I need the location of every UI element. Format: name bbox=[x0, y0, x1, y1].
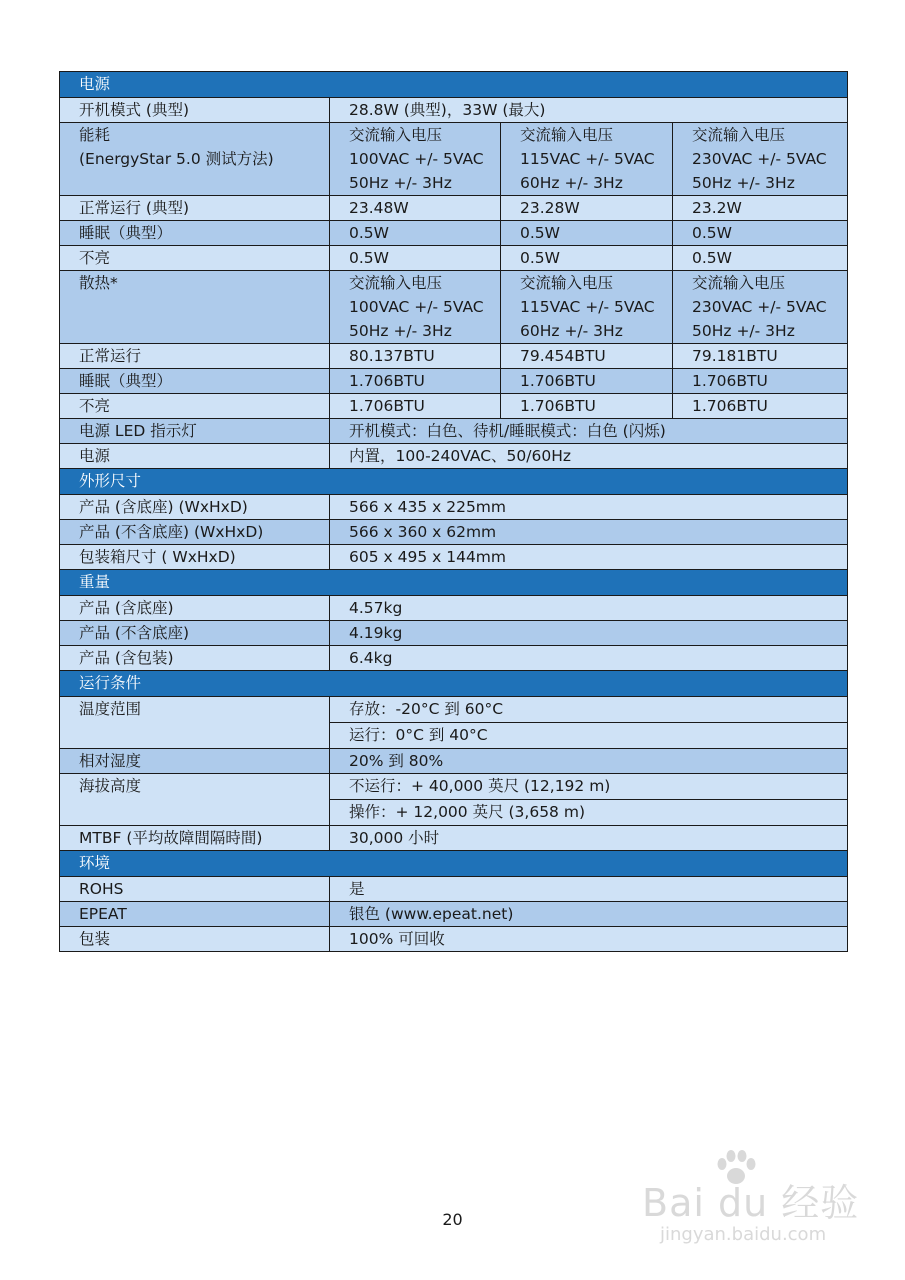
spec-table-body bbox=[60, 72, 848, 952]
watermark-url: jingyan.baidu.com bbox=[660, 1224, 827, 1245]
spec-label bbox=[60, 221, 330, 246]
spec-value bbox=[330, 495, 848, 520]
spec-value bbox=[330, 927, 848, 952]
spec-value-line: 0.5W bbox=[520, 249, 560, 267]
spec-value-line: 交流输入电压 bbox=[349, 274, 443, 292]
spec-row bbox=[60, 877, 848, 902]
spec-label bbox=[60, 344, 330, 369]
spec-label bbox=[60, 98, 330, 123]
spec-value bbox=[330, 520, 848, 545]
spec-row bbox=[60, 749, 848, 774]
spec-value-line: 50Hz +/- 3Hz bbox=[349, 322, 452, 340]
spec-value bbox=[330, 123, 501, 196]
spec-value bbox=[673, 196, 848, 221]
spec-value bbox=[501, 221, 673, 246]
spec-value-line: 1.706BTU bbox=[692, 372, 768, 390]
spec-value-line: 566 x 435 x 225mm bbox=[349, 498, 507, 516]
spec-label-line: 不亮 bbox=[79, 397, 111, 415]
spec-value-line: 230VAC +/- 5VAC bbox=[692, 298, 827, 316]
spec-value-line: 交流输入电压 bbox=[520, 126, 614, 144]
spec-value bbox=[330, 444, 848, 469]
spec-value-line: 23.28W bbox=[520, 199, 580, 217]
spec-label-line: 睡眠（典型） bbox=[79, 224, 173, 242]
spec-row bbox=[60, 902, 848, 927]
spec-value bbox=[330, 394, 501, 419]
spec-row bbox=[60, 246, 848, 271]
spec-row bbox=[60, 369, 848, 394]
spec-label bbox=[60, 545, 330, 570]
spec-value-line: 6.4kg bbox=[349, 649, 393, 667]
spec-label-line: 电源 LED 指示灯 bbox=[79, 422, 197, 440]
spec-row bbox=[60, 419, 848, 444]
spec-value bbox=[673, 394, 848, 419]
spec-row bbox=[60, 646, 848, 671]
spec-value bbox=[673, 271, 848, 344]
spec-label-line: 正常运行 bbox=[79, 347, 142, 365]
spec-label bbox=[60, 902, 330, 927]
spec-label bbox=[60, 369, 330, 394]
spec-row bbox=[60, 927, 848, 952]
spec-value bbox=[501, 246, 673, 271]
spec-value-line: 内置，100-240VAC、50/60Hz bbox=[349, 447, 571, 465]
spec-label-line: 包装箱尺寸 ( WxHxD) bbox=[79, 548, 236, 566]
spec-label-line bbox=[79, 295, 329, 319]
spec-label bbox=[60, 196, 330, 221]
spec-label bbox=[60, 646, 330, 671]
spec-row bbox=[60, 98, 848, 123]
spec-value bbox=[330, 369, 501, 394]
spec-value-line: 230VAC +/- 5VAC bbox=[692, 150, 827, 168]
spec-value: 操作：+ 12,000 英尺 (3,658 m) bbox=[330, 800, 848, 826]
spec-row bbox=[60, 774, 848, 800]
spec-row bbox=[60, 196, 848, 221]
spec-value-line: 50Hz +/- 3Hz bbox=[349, 174, 452, 192]
spec-value-line: 1.706BTU bbox=[520, 397, 596, 415]
spec-value-line: 1.706BTU bbox=[520, 372, 596, 390]
spec-label bbox=[60, 419, 330, 444]
section-header-row bbox=[60, 671, 848, 697]
spec-label-line: 产品 (含底座) bbox=[79, 599, 174, 617]
spec-label bbox=[60, 271, 330, 344]
baidu-jingyan-watermark bbox=[642, 1150, 862, 1250]
spec-label-line: 相对湿度 bbox=[79, 752, 142, 770]
section-title: 环境 bbox=[60, 851, 848, 877]
spec-value-line: 23.48W bbox=[349, 199, 409, 217]
spec-label-line: 不亮 bbox=[79, 249, 111, 267]
spec-value-line: 100% 可回收 bbox=[349, 930, 445, 948]
spec-value-line: 28.8W (典型)，33W (最大) bbox=[349, 101, 546, 119]
spec-value-line: 23.2W bbox=[692, 199, 742, 217]
spec-value bbox=[330, 271, 501, 344]
spec-value-line: 79.454BTU bbox=[520, 347, 606, 365]
spec-value bbox=[330, 221, 501, 246]
spec-label bbox=[60, 246, 330, 271]
spec-value bbox=[501, 369, 673, 394]
spec-label-line: 包装 bbox=[79, 930, 111, 948]
spec-value-line: 80.137BTU bbox=[349, 347, 435, 365]
spec-label bbox=[60, 596, 330, 621]
spec-value bbox=[673, 344, 848, 369]
spec-value bbox=[330, 246, 501, 271]
spec-label: 温度范围 bbox=[60, 697, 330, 749]
spec-value bbox=[330, 902, 848, 927]
spec-value-line: 60Hz +/- 3Hz bbox=[520, 322, 623, 340]
spec-value bbox=[673, 369, 848, 394]
spec-value-line: 交流输入电压 bbox=[520, 274, 614, 292]
spec-label-line: 产品 (不含底座) (WxHxD) bbox=[79, 523, 264, 541]
page-number: 20 bbox=[442, 1210, 463, 1229]
spec-value-line: 605 x 495 x 144mm bbox=[349, 548, 507, 566]
section-title: 重量 bbox=[60, 570, 848, 596]
spec-value-line: 0.5W bbox=[692, 249, 732, 267]
spec-value-line: 79.181BTU bbox=[692, 347, 778, 365]
spec-value bbox=[330, 621, 848, 646]
spec-value bbox=[501, 123, 673, 196]
spec-label bbox=[60, 495, 330, 520]
spec-value bbox=[501, 344, 673, 369]
spec-value bbox=[330, 98, 848, 123]
spec-value: 不运行：+ 40,000 英尺 (12,192 m) bbox=[330, 774, 848, 800]
spec-value bbox=[330, 419, 848, 444]
spec-label-line: MTBF (平均故障間隔時間) bbox=[79, 829, 263, 847]
section-title: 电源 bbox=[60, 72, 848, 98]
section-header-row bbox=[60, 570, 848, 596]
section-header-row bbox=[60, 72, 848, 98]
spec-value-line: 30,000 小时 bbox=[349, 829, 440, 847]
spec-value-line: 1.706BTU bbox=[349, 372, 425, 390]
spec-value-line: 0.5W bbox=[692, 224, 732, 242]
spec-value-line: 100VAC +/- 5VAC bbox=[349, 298, 484, 316]
spec-value-line: 是 bbox=[349, 880, 365, 898]
spec-value-line: 0.5W bbox=[349, 224, 389, 242]
spec-value-line: 60Hz +/- 3Hz bbox=[520, 174, 623, 192]
spec-label bbox=[60, 826, 330, 851]
spec-value-line: 4.57kg bbox=[349, 599, 403, 617]
spec-value bbox=[330, 826, 848, 851]
spec-row bbox=[60, 394, 848, 419]
spec-row bbox=[60, 495, 848, 520]
watermark-logo-text: Bai du 经验 bbox=[642, 1181, 860, 1225]
spec-value bbox=[330, 877, 848, 902]
spec-value-line: 50Hz +/- 3Hz bbox=[692, 174, 795, 192]
spec-value-line: 20% 到 80% bbox=[349, 752, 444, 770]
spec-row bbox=[60, 545, 848, 570]
spec-value-line: 开机模式：白色、待机/睡眠模式：白色 (闪烁) bbox=[349, 422, 666, 440]
spec-value: 运行：0°C 到 40°C bbox=[330, 723, 848, 749]
spec-value: 存放：-20°C 到 60°C bbox=[330, 697, 848, 723]
spec-label bbox=[60, 520, 330, 545]
spec-row bbox=[60, 444, 848, 469]
spec-label-line: ROHS bbox=[79, 880, 124, 898]
section-header-row bbox=[60, 469, 848, 495]
spec-value-line: 4.19kg bbox=[349, 624, 403, 642]
spec-value-line: 1.706BTU bbox=[692, 397, 768, 415]
spec-label-line: EPEAT bbox=[79, 905, 127, 923]
spec-label-line: 正常运行 (典型) bbox=[79, 199, 190, 217]
spec-label-line: 开机模式 (典型) bbox=[79, 101, 190, 119]
spec-label bbox=[60, 444, 330, 469]
spec-label bbox=[60, 621, 330, 646]
spec-value bbox=[501, 271, 673, 344]
spec-row bbox=[60, 697, 848, 723]
spec-value-line: 交流输入电压 bbox=[692, 126, 786, 144]
spec-row bbox=[60, 271, 848, 344]
spec-value bbox=[330, 646, 848, 671]
spec-value-line: 0.5W bbox=[349, 249, 389, 267]
spec-row bbox=[60, 123, 848, 196]
spec-label-line bbox=[79, 319, 329, 343]
spec-row bbox=[60, 826, 848, 851]
spec-value bbox=[501, 196, 673, 221]
spec-row bbox=[60, 221, 848, 246]
spec-label-line: 睡眠（典型） bbox=[79, 372, 173, 390]
spec-label-line: 电源 bbox=[79, 447, 111, 465]
spec-value-line: 115VAC +/- 5VAC bbox=[520, 298, 655, 316]
spec-value bbox=[673, 221, 848, 246]
section-title: 运行条件 bbox=[60, 671, 848, 697]
spec-value-line: 115VAC +/- 5VAC bbox=[520, 150, 655, 168]
spec-value-line: 0.5W bbox=[520, 224, 560, 242]
spec-label bbox=[60, 877, 330, 902]
spec-row bbox=[60, 596, 848, 621]
spec-value-line: 交流输入电压 bbox=[692, 274, 786, 292]
spec-label-line: 能耗 bbox=[79, 126, 111, 144]
spec-label bbox=[60, 927, 330, 952]
spec-value bbox=[330, 545, 848, 570]
spec-value-line: 100VAC +/- 5VAC bbox=[349, 150, 484, 168]
spec-value bbox=[330, 749, 848, 774]
spec-row bbox=[60, 621, 848, 646]
spec-value-line: 50Hz +/- 3Hz bbox=[692, 322, 795, 340]
spec-label bbox=[60, 749, 330, 774]
spec-value-line: 566 x 360 x 62mm bbox=[349, 523, 497, 541]
spec-value bbox=[673, 246, 848, 271]
spec-value-line: 交流输入电压 bbox=[349, 126, 443, 144]
spec-row bbox=[60, 344, 848, 369]
spec-value-line: 银色 (www.epeat.net) bbox=[349, 905, 514, 923]
spec-value bbox=[673, 123, 848, 196]
section-header-row bbox=[60, 851, 848, 877]
spec-label-line bbox=[79, 171, 329, 195]
spec-value bbox=[330, 596, 848, 621]
section-title: 外形尺寸 bbox=[60, 469, 848, 495]
spec-label-line: (EnergyStar 5.0 测试方法) bbox=[79, 150, 274, 168]
spec-label-line: 产品 (不含底座) bbox=[79, 624, 190, 642]
spec-label bbox=[60, 394, 330, 419]
spec-label: 海拔高度 bbox=[60, 774, 330, 826]
spec-label-line: 产品 (含包装) bbox=[79, 649, 174, 667]
spec-label-line: 散热* bbox=[79, 274, 118, 292]
spec-value bbox=[330, 344, 501, 369]
spec-value-line: 1.706BTU bbox=[349, 397, 425, 415]
spec-value bbox=[501, 394, 673, 419]
spec-label bbox=[60, 123, 330, 196]
spec-row bbox=[60, 520, 848, 545]
spec-label-line: 产品 (含底座) (WxHxD) bbox=[79, 498, 248, 516]
spec-table bbox=[59, 71, 848, 952]
spec-value bbox=[330, 196, 501, 221]
